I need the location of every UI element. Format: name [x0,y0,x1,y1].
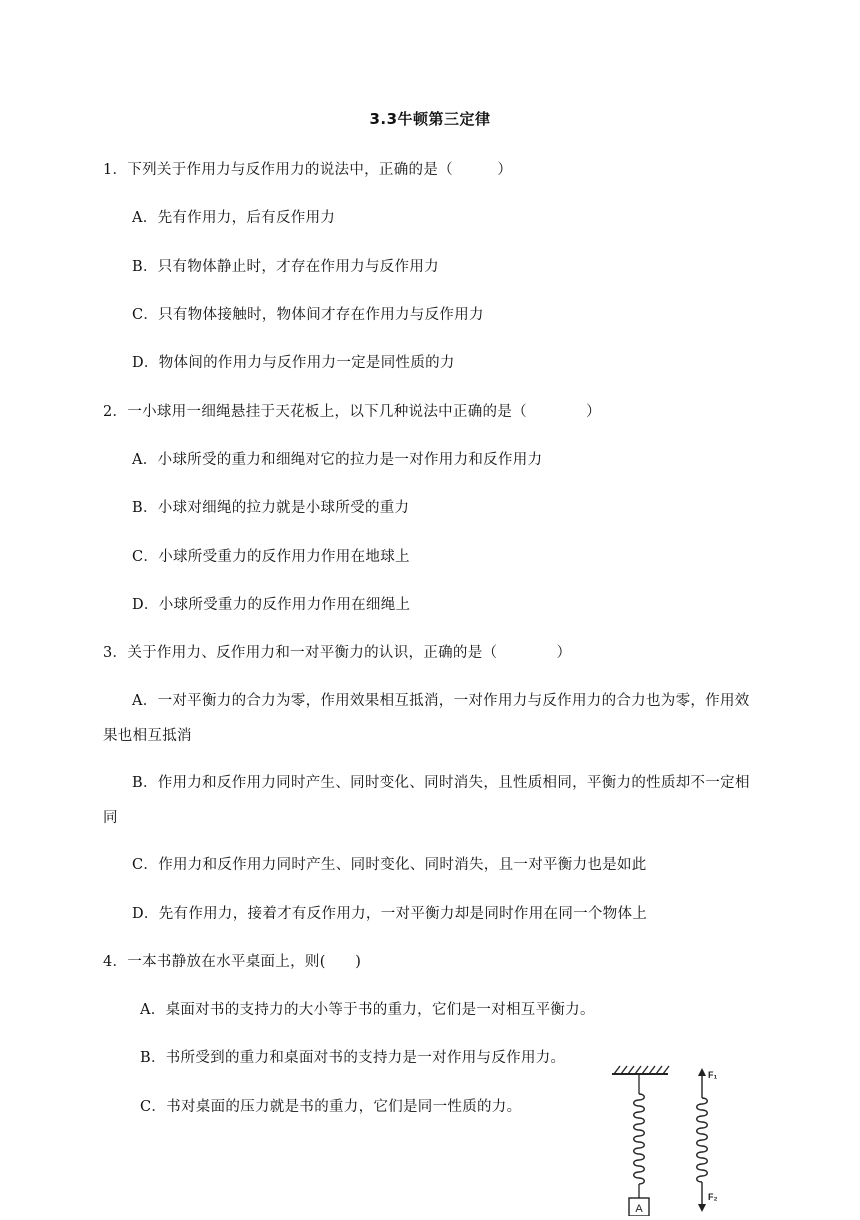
question-3-option-b-line1: B．作用力和反作用力同时产生、同时变化、同时消失，且性质相同，平衡力的性质却不一定相 [132,775,750,791]
free-spring [697,1098,708,1182]
hanging-spring [634,1094,645,1184]
question-3-option-d: D．先有作用力，接着才有反作用力，一对平衡力却是同时作用在同一个物体上 [132,906,648,922]
question-2-option-d: D．小球所受重力的反作用力作用在细绳上 [132,597,411,613]
force-f1-label: F₁ [708,1070,718,1080]
question-3-option-a-line1: A．一对平衡力的合力为零，作用效果相互抵消，一对作用力与反作用力的合力也为零，作用效 [132,693,750,709]
spring-figure [604,1060,724,1216]
page-title: 3.3牛顿第三定律 [369,110,491,128]
question-1-option-a: A．先有作用力，后有反作用力 [132,210,336,226]
question-4-option-a: A．桌面对书的支持力的大小等于书的重力，它们是一对相互平衡力。 [140,1002,595,1018]
question-3-option-a-line2: 果也相互抵消 [103,728,192,744]
question-3-option-c: C．作用力和反作用力同时产生、同时变化、同时消失，且一对平衡力也是如此 [132,857,647,873]
question-2-option-c: C．小球所受重力的反作用力作用在地球上 [132,549,410,565]
question-1-stem: 1．下列关于作用力与反作用力的说法中，正确的是（ ） [103,162,513,178]
question-4-option-b: B．书所受到的重力和桌面对书的支持力是一对作用与反作用力。 [140,1050,566,1066]
ceiling-hatch [614,1066,669,1074]
question-2-stem: 2．一小球用一细绳悬挂于天花板上，以下几种说法中正确的是（ ） [103,404,601,420]
force-f2-arrowhead [698,1204,706,1212]
question-3-stem: 3．关于作用力、反作用力和一对平衡力的认识，正确的是（ ） [103,645,572,661]
question-1-option-c: C．只有物体接触时，物体间才存在作用力与反作用力 [132,307,484,323]
question-2-option-a: A．小球所受的重力和细绳对它的拉力是一对作用力和反作用力 [132,452,543,468]
question-1-option-d: D．物体间的作用力与反作用力一定是同性质的力 [132,355,455,371]
question-4-option-c: C．书对桌面的压力就是书的重力，它们是同一性质的力。 [140,1099,522,1115]
force-f2-label: F₂ [708,1192,718,1202]
question-2-option-b: B．小球对细绳的拉力就是小球所受的重力 [132,500,410,516]
spring-diagram [604,1060,724,1216]
force-f1-arrowhead [698,1068,706,1076]
question-1-option-b: B．只有物体静止时，才存在作用力与反作用力 [132,259,439,275]
question-4-stem: 4．一本书静放在水平桌面上，则( ) [103,954,362,970]
question-3-option-b-line2: 同 [103,810,118,826]
block-a-label: A [635,1203,643,1215]
